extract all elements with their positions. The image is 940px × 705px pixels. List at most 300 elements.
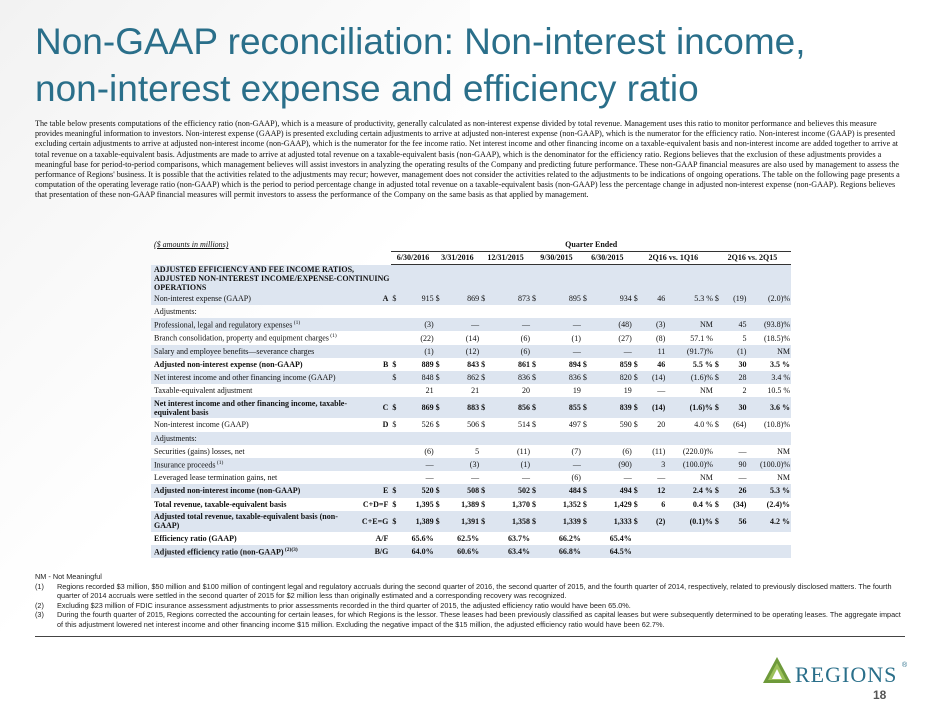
change-value (642, 545, 666, 558)
row-label-text: Adjustments: (154, 307, 197, 317)
dollar-sign: $ (633, 420, 638, 430)
dollar-sign (633, 532, 643, 545)
change-value: (2) (642, 511, 666, 532)
dollar-sign (582, 305, 592, 318)
row-label-text: Taxable-equivalent adjustment (154, 386, 253, 396)
cell-value: 1,391 (444, 511, 480, 532)
row-label-text: Non-interest expense (GAAP) (154, 293, 251, 303)
dollar-sign (714, 458, 724, 471)
change-percent (747, 305, 791, 318)
cell-value: 1,358 (490, 511, 531, 532)
dollar-sign (633, 445, 643, 458)
dollar-sign (391, 345, 401, 358)
cell-value: (14) (465, 333, 480, 343)
change-value: (14) (642, 397, 666, 418)
cell-value (401, 432, 435, 445)
cell-value: 1,389 (461, 499, 480, 509)
dollar-sign (531, 331, 541, 344)
cell-value: — (541, 458, 582, 471)
dollar-sign (391, 545, 401, 558)
table-row (151, 545, 791, 558)
cell-value: 856 (490, 397, 531, 418)
dollar-sign (582, 384, 592, 397)
cell-value: — (592, 345, 633, 358)
cell-value: 1,339 (541, 511, 582, 532)
row-letter (357, 445, 392, 458)
dollar-sign (480, 532, 490, 545)
dollar-sign: $ (633, 371, 643, 384)
dollar-sign (391, 532, 401, 545)
dollar-sign (435, 458, 445, 471)
row-label-text: Insurance proceeds (154, 460, 216, 470)
cell-value: 590 (619, 420, 632, 430)
cell-value: (7) (571, 446, 581, 456)
cell-value: (1) (490, 458, 531, 471)
footnote-number: (1) (35, 581, 44, 591)
cell-value (401, 305, 435, 318)
cell-value: 21 (471, 386, 480, 396)
cell-value: — (425, 473, 434, 483)
dollar-sign (391, 318, 401, 331)
change-value: (1) (724, 345, 748, 358)
cell-value: 520 (401, 484, 435, 497)
dollar-sign (391, 384, 401, 397)
cell-value: (6) (520, 333, 530, 343)
table-row (151, 432, 791, 445)
dollar-sign (633, 471, 643, 484)
cell-value: 869 (401, 397, 435, 418)
dollar-sign (391, 458, 401, 471)
dollar-sign (714, 471, 724, 484)
cell-value: 862 (444, 371, 480, 384)
row-letter (357, 305, 392, 318)
cell-value: — (541, 318, 582, 331)
cell-value: 836 (490, 371, 531, 384)
footnote-text: Regions recorded $3 million, $50 million and $100 million of contingent legal and regulatory accruals during the second quarter of 2016, the second quarter of 2015, and the fourth quarter of 2014, respectively, related to previously disclosed matters. The fourth quarter of 2014 accruals were settled in the second quarter of 2015 for $2 million less than originally estimated and a corresponding recovery was recognized. (57, 581, 892, 601)
header-spacer (151, 251, 391, 264)
row-label (151, 397, 357, 418)
row-letter (357, 384, 392, 397)
row-label (151, 471, 357, 484)
section-header: ADJUSTED EFFICIENCY AND FEE INCOME RATIOS, ADJUSTED NON-INTEREST INCOME/EXPENSE-CONTINUING OPERATIONS (151, 264, 791, 292)
dollar-sign (435, 445, 445, 458)
table-row (151, 371, 791, 384)
change-percent: NM (747, 345, 791, 358)
dollar-sign: $ (582, 420, 587, 430)
cell-value (541, 305, 582, 318)
dollar-sign (633, 305, 643, 318)
dollar-sign (531, 384, 541, 397)
cell-value: — (444, 318, 480, 331)
page-title (35, 18, 915, 112)
dollar-sign (531, 305, 541, 318)
change-percent: (2.0)% (747, 292, 791, 305)
cell-value: (6) (490, 345, 531, 358)
dollar-sign: $ (392, 420, 397, 430)
cell-value: 894 (568, 359, 581, 369)
footnote-number: (2) (35, 600, 44, 610)
footnote-text: During the fourth quarter of 2015, Regions corrected the accounting for certain leases, for which Regions is the lessor. These leases had been previously classified as capital leases but were subsequently determined to be operating leases. The aggregate impact of this adjustment lowered net interest income and other financing income $15 million. Excluding the negative impact of the $15 million, the adjusted efficiency ratio would have been 62.7%. (57, 610, 901, 629)
column-header: 2Q16 vs. 1Q16 (633, 251, 714, 264)
cell-value (592, 432, 633, 445)
change-percent: 3.5 % (770, 359, 790, 369)
cell-value: 60.6% (444, 545, 480, 558)
footnotes (35, 572, 905, 630)
cell-value: 62.5% (457, 533, 480, 543)
dollar-sign (435, 331, 445, 344)
dollar-sign: $ (582, 499, 587, 509)
change-value: 2 (742, 386, 747, 396)
cell-value: (22) (420, 333, 434, 343)
dollar-sign: $ (582, 397, 592, 418)
dollar-sign (633, 331, 643, 344)
cell-value: 1,395 (415, 499, 434, 509)
change-value (724, 432, 748, 445)
table-row (151, 397, 791, 418)
dollar-sign: $ (481, 359, 486, 369)
dollar-sign (531, 432, 541, 445)
cell-value: (6) (571, 473, 581, 483)
row-label-text: Securities (gains) losses, net (154, 446, 245, 456)
dollar-sign (582, 331, 592, 344)
cell-value: (27) (618, 333, 632, 343)
dollar-sign (391, 331, 401, 344)
column-header: 2Q16 vs. 2Q15 (714, 251, 791, 264)
dollar-sign: $ (714, 292, 724, 305)
change-percent: (91.7)% (666, 345, 714, 358)
change-percent: 10.5 % (767, 386, 790, 396)
dollar-sign (435, 345, 445, 358)
footnote-number: (3) (35, 610, 44, 620)
dollar-sign (480, 458, 490, 471)
footnote-ref: (1) (328, 333, 337, 340)
change-value (642, 305, 666, 318)
dollar-sign: $ (435, 484, 445, 497)
table-row (151, 532, 791, 545)
dollar-sign: $ (714, 511, 724, 532)
title-line-2: non-interest expense and efficiency ratio (35, 68, 699, 109)
footnote-item (35, 582, 905, 601)
cell-value: — (490, 318, 531, 331)
cell-value: 1,370 (512, 499, 530, 509)
dollar-sign (435, 384, 445, 397)
dollar-sign: $ (481, 420, 486, 430)
cell-value: 861 (518, 359, 530, 369)
column-header: 12/31/2015 (480, 251, 531, 264)
cell-value: 5 (475, 446, 480, 456)
cell-value: 494 (592, 484, 633, 497)
change-percent: 3.4 % (747, 371, 791, 384)
row-letter: A/F (375, 533, 389, 543)
dollar-sign: $ (531, 292, 541, 305)
cell-value: (6) (622, 446, 632, 456)
change-value: (64) (733, 420, 747, 430)
cell-value: 508 (444, 484, 480, 497)
cell-value: 1,429 (613, 499, 632, 509)
cell-value: (3) (444, 458, 480, 471)
dollar-sign (633, 432, 643, 445)
cell-value: 63.7% (508, 533, 530, 543)
table-row (151, 418, 791, 431)
table-row (151, 498, 791, 511)
dollar-sign: $ (633, 499, 638, 509)
row-letter (357, 331, 392, 344)
row-label (151, 292, 357, 305)
cell-value: (48) (592, 318, 633, 331)
change-value (724, 545, 748, 558)
cell-value: 934 (592, 292, 633, 305)
change-value (724, 305, 748, 318)
dollar-sign (531, 532, 541, 545)
cell-value: (90) (592, 458, 633, 471)
dollar-sign (582, 532, 592, 545)
dollar-sign (391, 305, 401, 318)
title-line-1: Non-GAAP reconciliation: Non-interest income, (35, 21, 806, 62)
dollar-sign: $ (633, 359, 638, 369)
dollar-sign: $ (435, 292, 445, 305)
dollar-sign (531, 445, 541, 458)
change-percent: (0.1)% (666, 511, 714, 532)
dollar-sign (633, 345, 643, 358)
change-value: 46 (657, 359, 666, 369)
dollar-sign (435, 532, 445, 545)
change-percent: 3.6 % (747, 397, 791, 418)
row-letter: B (383, 359, 389, 369)
dollar-sign: $ (714, 397, 724, 418)
table-row (151, 384, 791, 397)
cell-value (541, 432, 582, 445)
cell-value: 21 (425, 386, 434, 396)
dollar-sign: $ (714, 371, 724, 384)
dollar-sign: $ (532, 499, 536, 509)
change-percent (666, 545, 714, 558)
change-percent: (2.4)% (766, 499, 790, 509)
row-letter (357, 432, 392, 445)
row-label (151, 445, 357, 458)
row-label-text: Efficiency ratio (GAAP) (154, 533, 237, 543)
change-value: 28 (724, 371, 748, 384)
dollar-sign: $ (391, 511, 401, 532)
row-letter: C+D=F (362, 499, 389, 509)
change-value: 12 (642, 484, 666, 497)
dollar-sign: $ (480, 397, 490, 418)
dollar-sign: $ (391, 292, 401, 305)
cell-value: 526 (421, 420, 434, 430)
change-value: (19) (724, 292, 748, 305)
dollar-sign: $ (633, 511, 643, 532)
row-label (151, 432, 357, 445)
footer-divider (35, 636, 905, 637)
cell-value: 514 (518, 420, 530, 430)
dollar-sign (480, 345, 490, 358)
change-value: 90 (724, 458, 748, 471)
cell-value: 883 (444, 397, 480, 418)
cell-value (490, 305, 531, 318)
row-label (151, 532, 357, 545)
dollar-sign: $ (435, 371, 445, 384)
change-value: 6 (661, 499, 666, 509)
dollar-sign: $ (714, 499, 719, 509)
row-label-text: Leveraged lease termination gains, net (154, 473, 278, 483)
dollar-sign (582, 432, 592, 445)
row-label (151, 498, 357, 511)
dollar-sign (582, 445, 592, 458)
footnote-ref: (1) (215, 459, 224, 466)
dollar-sign (714, 532, 724, 545)
change-value: 45 (724, 318, 748, 331)
cell-value: 873 (490, 292, 531, 305)
cell-value: 1,333 (592, 511, 633, 532)
change-value (642, 532, 666, 545)
dollar-sign (714, 331, 724, 344)
table-row (151, 305, 791, 318)
dollar-sign (531, 545, 541, 558)
dollar-sign: $ (531, 511, 541, 532)
row-label-text: Adjustments: (154, 433, 197, 443)
reconciliation-table (151, 238, 791, 558)
dollar-sign (391, 445, 401, 458)
dollar-sign: $ (392, 359, 397, 369)
cell-value: (12) (444, 345, 480, 358)
row-label (151, 484, 357, 497)
cell-value (490, 432, 531, 445)
row-letter: D (382, 420, 389, 430)
change-percent: 57.1 % (690, 333, 713, 343)
change-percent: NM (777, 473, 790, 483)
row-letter: C (357, 397, 392, 418)
dollar-sign (391, 432, 401, 445)
table-row (151, 292, 791, 305)
change-percent: 5.3 % (747, 484, 791, 497)
units-label: ($ amounts in millions) (154, 240, 229, 250)
change-percent (747, 545, 791, 558)
reconciliation-table-wrapper (151, 238, 791, 558)
row-letter: E (357, 484, 392, 497)
change-value: (3) (642, 318, 666, 331)
change-value: — (657, 473, 666, 483)
change-percent (747, 432, 791, 445)
dollar-sign: $ (435, 511, 445, 532)
dollar-sign (582, 471, 592, 484)
cell-value: 484 (541, 484, 582, 497)
row-label-text: Adjusted efficiency ratio (non-GAAP) (154, 547, 284, 557)
row-letter (357, 471, 392, 484)
table-row (151, 445, 791, 458)
cell-value: 65.6% (411, 533, 434, 543)
row-label-text: Net interest income and other financing income, taxable-equivalent basis (154, 398, 348, 417)
dollar-sign: $ (481, 499, 486, 509)
dollar-sign (714, 432, 724, 445)
dollar-sign (391, 471, 401, 484)
cell-value: 64.5% (592, 545, 633, 558)
change-percent: NM (777, 446, 790, 456)
dollar-sign (435, 305, 445, 318)
dollar-sign: $ (633, 484, 643, 497)
row-label-text: Adjusted non-interest expense (non-GAAP) (154, 359, 303, 369)
dollar-sign: $ (480, 511, 490, 532)
change-percent: 5.5 % (692, 359, 713, 369)
change-percent: (100.0)% (666, 458, 714, 471)
change-percent: NM (700, 386, 713, 396)
cell-value: 915 (401, 292, 435, 305)
dollar-sign: $ (435, 420, 440, 430)
cell-value: 66.8% (541, 545, 582, 558)
dollar-sign: $ (391, 397, 401, 418)
cell-value: 66.2% (558, 533, 581, 543)
logo-registered-mark: ® (902, 662, 908, 669)
row-letter: B/G (357, 545, 392, 558)
row-label-text: Professional, legal and regulatory expenses (154, 320, 293, 330)
change-value (642, 432, 666, 445)
dollar-sign (531, 318, 541, 331)
change-percent: 4.0 % (694, 420, 713, 430)
dollar-sign: $ (582, 371, 592, 384)
row-label (151, 384, 357, 397)
table-row (151, 484, 791, 497)
change-value: (14) (642, 371, 666, 384)
dollar-sign: $ (391, 484, 401, 497)
cell-value: 836 (541, 371, 582, 384)
cell-value: (1) (401, 345, 435, 358)
table-row (151, 331, 791, 344)
change-percent (747, 532, 791, 545)
dollar-sign: $ (582, 484, 592, 497)
cell-value: — (401, 458, 435, 471)
cell-value: 506 (467, 420, 480, 430)
cell-value: 65.4% (609, 533, 632, 543)
cell-value: 848 (401, 371, 435, 384)
cell-value: 1,352 (562, 499, 581, 509)
cell-value: (1) (571, 333, 581, 343)
row-label-text: Total revenue, taxable-equivalent basis (154, 499, 287, 509)
dollar-sign (582, 318, 592, 331)
cell-value: (11) (516, 446, 530, 456)
change-percent: (1.6)% (666, 397, 714, 418)
dollar-sign (435, 318, 445, 331)
change-percent: (93.8)% (747, 318, 791, 331)
change-value: 46 (642, 292, 666, 305)
change-percent: NM (666, 318, 714, 331)
cell-value: 889 (421, 359, 434, 369)
dollar-sign: $ (714, 359, 719, 369)
change-value: (8) (655, 333, 666, 343)
footnote-ref: (2)(3) (283, 546, 298, 553)
dollar-sign: $ (582, 359, 587, 369)
table-row (151, 471, 791, 484)
cell-value: (6) (424, 446, 434, 456)
dollar-sign (435, 432, 445, 445)
dollar-sign: $ (531, 484, 541, 497)
column-header: 6/30/2016 (391, 251, 434, 264)
change-value: 3 (642, 458, 666, 471)
change-percent (666, 305, 714, 318)
dollar-sign: $ (435, 397, 445, 418)
row-label (151, 358, 357, 371)
logo-text: REGIONS (795, 662, 898, 687)
cell-value: 20 (522, 386, 530, 396)
change-value: (11) (652, 446, 666, 456)
cell-value: — (522, 473, 530, 483)
dollar-sign: $ (435, 359, 440, 369)
row-label (151, 331, 357, 344)
dollar-sign (435, 545, 445, 558)
change-percent: (220.0)% (682, 446, 713, 456)
regions-logo (762, 656, 912, 686)
dollar-sign (435, 471, 445, 484)
cell-value (592, 305, 633, 318)
change-percent: NM (700, 473, 713, 483)
dollar-sign (633, 458, 643, 471)
